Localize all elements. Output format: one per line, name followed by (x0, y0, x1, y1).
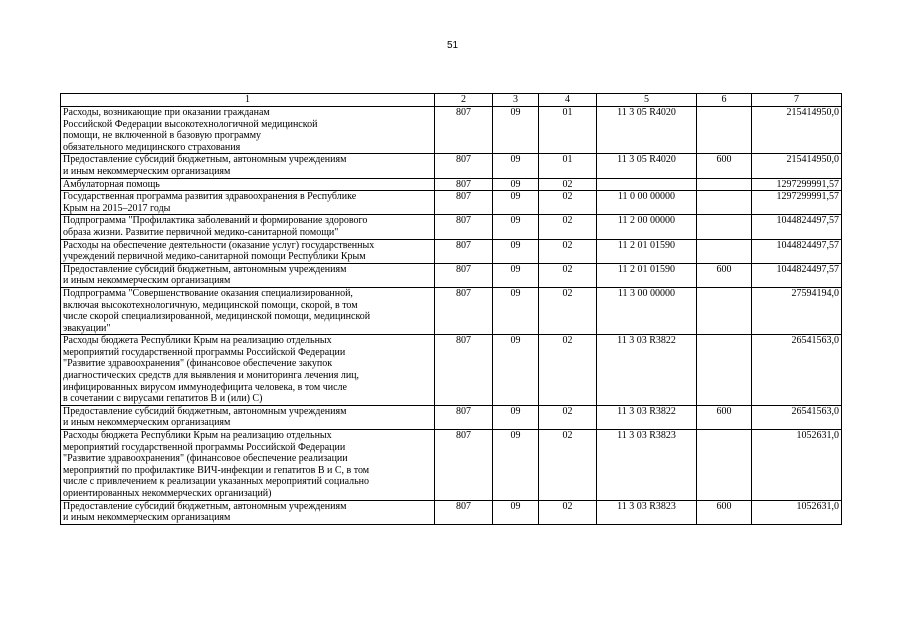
expense-type-code (697, 335, 752, 406)
expense-type-code: 600 (697, 154, 752, 178)
ministry-code: 807 (435, 215, 493, 239)
table-body (61, 107, 842, 525)
table-row (61, 191, 842, 215)
table-row (61, 500, 842, 524)
description-line: Государственная программа развития здравоохранения в Республике (63, 191, 357, 203)
description-line: "Развитие здравоохранения" (финансовое обеспечение закупок (63, 358, 333, 370)
row-description (61, 215, 435, 239)
subsection-code: 01 (539, 107, 597, 154)
ministry-code: 807 (435, 154, 493, 178)
row-description (61, 263, 435, 287)
amount: 1044824497,57 (752, 239, 842, 263)
section-code: 09 (493, 107, 539, 154)
table-row (61, 215, 842, 239)
table-row (61, 430, 842, 501)
description-line: Амбулаторная помощь (63, 178, 160, 190)
subsection-code: 02 (539, 500, 597, 524)
ministry-code: 807 (435, 107, 493, 154)
table-row (61, 107, 842, 154)
row-description (61, 430, 435, 501)
section-code: 09 (493, 500, 539, 524)
target-article-code: 11 0 00 00000 (597, 191, 697, 215)
amount: 215414950,0 (752, 107, 842, 154)
expense-type-code: 600 (697, 500, 752, 524)
section-code: 09 (493, 335, 539, 406)
column-header: 7 (752, 94, 842, 107)
column-header: 1 (61, 94, 435, 107)
description-line: помощи, не включенной в базовую программу (63, 130, 262, 142)
row-description (61, 335, 435, 406)
amount: 1044824497,57 (752, 263, 842, 287)
subsection-code: 02 (539, 191, 597, 215)
target-article-code: 11 2 01 01590 (597, 263, 697, 287)
description-line: Предоставление субсидий бюджетным, автономным учреждениям (63, 154, 347, 166)
ministry-code: 807 (435, 405, 493, 429)
description-line: учреждений первичной медико-санитарной помощи Республики Крым (63, 251, 366, 263)
description-line: Расходы на обеспечение деятельности (оказание услуг) государственных (63, 239, 375, 251)
column-header: 4 (539, 94, 597, 107)
description-line: Предоставление субсидий бюджетным, автономным учреждениям (63, 405, 347, 417)
description-line: образа жизни. Развитие первичной медико-санитарной помощи" (63, 226, 339, 238)
page-number: 51 (446, 40, 459, 51)
section-code: 09 (493, 191, 539, 215)
budget-table (60, 93, 842, 525)
description-line: диагностических средств для выявления и мониторинга лечения лиц, (63, 370, 360, 382)
expense-type-code (697, 191, 752, 215)
target-article-code: 11 3 05 R4020 (597, 107, 697, 154)
description-line: Подпрограмма "Совершенствование оказания специализированной, (63, 287, 353, 299)
table-header-row (61, 94, 842, 107)
row-description (61, 107, 435, 154)
description-line: мероприятий по профилактике ВИЧ-инфекции и гепатитов В и С, в том (63, 464, 370, 476)
amount: 1297299991,57 (752, 191, 842, 215)
target-article-code: 11 3 00 00000 (597, 287, 697, 334)
description-line: числе скорой специализированной, медицинской помощи, медицинской (63, 311, 371, 323)
target-article-code: 11 3 03 R3823 (597, 500, 697, 524)
description-line: "Развитие здравоохранения" (финансовое обеспечение реализации (63, 453, 348, 465)
ministry-code: 807 (435, 263, 493, 287)
table-row (61, 335, 842, 406)
subsection-code: 02 (539, 405, 597, 429)
row-description (61, 239, 435, 263)
section-code: 09 (493, 263, 539, 287)
row-description (61, 178, 435, 191)
amount: 26541563,0 (752, 405, 842, 429)
column-header: 5 (597, 94, 697, 107)
description-line: инфицированных вирусом иммунодефицита человека, в том числе (63, 381, 347, 393)
ministry-code: 807 (435, 239, 493, 263)
row-description (61, 154, 435, 178)
description-line: Крым на 2015–2017 годы (63, 202, 171, 214)
ministry-code: 807 (435, 500, 493, 524)
section-code: 09 (493, 239, 539, 263)
ministry-code: 807 (435, 191, 493, 215)
subsection-code: 02 (539, 287, 597, 334)
description-line: обязательного медицинского страхования (63, 141, 241, 153)
table-row (61, 405, 842, 429)
amount: 215414950,0 (752, 154, 842, 178)
description-line: Предоставление субсидий бюджетным, автономным учреждениям (63, 500, 347, 512)
description-line: Российской Федерации высокотехнологичной медицинской (63, 118, 318, 130)
table-row (61, 287, 842, 334)
amount: 1052631,0 (752, 500, 842, 524)
expense-type-code (697, 178, 752, 191)
table-row (61, 154, 842, 178)
subsection-code: 02 (539, 263, 597, 287)
description-line: в сочетании с вирусами гепатитов В и (или) С) (63, 393, 263, 405)
amount: 1044824497,57 (752, 215, 842, 239)
description-line: и иным некоммерческим организациям (63, 512, 231, 524)
expense-type-code (697, 107, 752, 154)
target-article-code: 11 2 00 00000 (597, 215, 697, 239)
description-line: включая высокотехнологичную, медицинской помощи, скорой, в том (63, 299, 358, 311)
amount: 26541563,0 (752, 335, 842, 406)
table-row (61, 263, 842, 287)
subsection-code: 02 (539, 430, 597, 501)
column-header: 3 (493, 94, 539, 107)
section-code: 09 (493, 430, 539, 501)
table-row (61, 239, 842, 263)
description-line: Предоставление субсидий бюджетным, автономным учреждениям (63, 263, 347, 275)
amount: 27594194,0 (752, 287, 842, 334)
target-article-code: 11 3 03 R3822 (597, 335, 697, 406)
ministry-code: 807 (435, 430, 493, 501)
description-line: эвакуации" (63, 322, 111, 334)
subsection-code: 02 (539, 178, 597, 191)
section-code: 09 (493, 178, 539, 191)
section-code: 09 (493, 405, 539, 429)
expense-type-code: 600 (697, 405, 752, 429)
expense-type-code: 600 (697, 263, 752, 287)
description-line: и иным некоммерческим организациям (63, 275, 231, 287)
ministry-code: 807 (435, 287, 493, 334)
description-line: и иным некоммерческим организациям (63, 165, 231, 177)
target-article-code: 11 2 01 01590 (597, 239, 697, 263)
amount: 1297299991,57 (752, 178, 842, 191)
subsection-code: 02 (539, 215, 597, 239)
target-article-code: 11 3 03 R3823 (597, 430, 697, 501)
row-description (61, 500, 435, 524)
subsection-code: 01 (539, 154, 597, 178)
description-line: мероприятий государственной программы Российской Федерации (63, 441, 346, 453)
description-line: и иным некоммерческим организациям (63, 417, 231, 429)
description-line: Подпрограмма "Профилактика заболеваний и формирование здорового (63, 215, 368, 227)
section-code: 09 (493, 287, 539, 334)
row-description (61, 405, 435, 429)
expense-type-code (697, 430, 752, 501)
expense-type-code (697, 239, 752, 263)
subsection-code: 02 (539, 335, 597, 406)
column-header: 2 (435, 94, 493, 107)
description-line: Расходы бюджета Республики Крым на реализацию отдельных (63, 430, 332, 442)
subsection-code: 02 (539, 239, 597, 263)
target-article-code (597, 178, 697, 191)
target-article-code: 11 3 05 R4020 (597, 154, 697, 178)
description-line: Расходы бюджета Республики Крым на реализацию отдельных (63, 335, 332, 347)
description-line: ориентированных некоммерческих организаций) (63, 488, 272, 499)
expense-type-code (697, 215, 752, 239)
row-description (61, 287, 435, 334)
section-code: 09 (493, 215, 539, 239)
ministry-code: 807 (435, 178, 493, 191)
amount: 1052631,0 (752, 430, 842, 501)
ministry-code: 807 (435, 335, 493, 406)
column-header: 6 (697, 94, 752, 107)
description-line: Расходы, возникающие при оказании гражданам (63, 107, 270, 118)
target-article-code: 11 3 03 R3822 (597, 405, 697, 429)
row-description (61, 191, 435, 215)
table-row (61, 178, 842, 191)
description-line: числе с привлечением к реализации указанных мероприятий социально (63, 476, 369, 488)
section-code: 09 (493, 154, 539, 178)
expense-type-code (697, 287, 752, 334)
description-line: мероприятий государственной программы Российской Федерации (63, 346, 346, 358)
